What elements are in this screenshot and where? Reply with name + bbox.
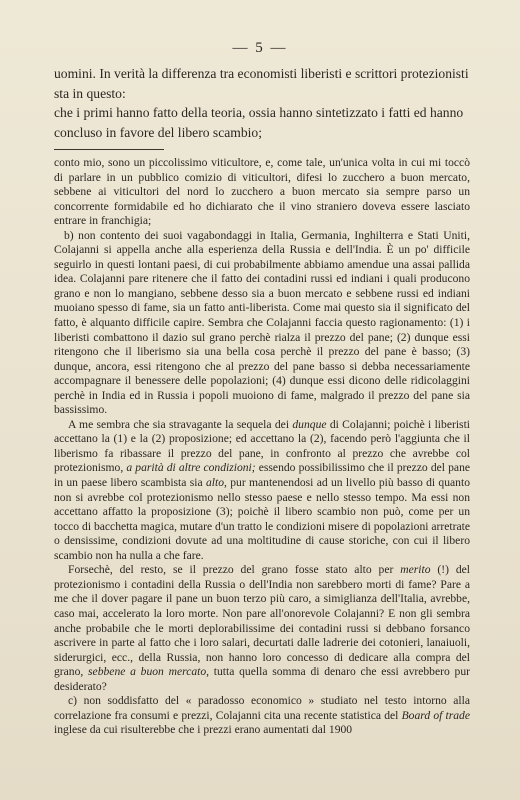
emphasis-text: a parità di altre condizioni; — [126, 461, 256, 475]
footnote-paragraph-1: conto mio, sono un piccolissimo viticultore, e, come tale, un'unica volta in cui mi toccò di parlare in un pubblico comizio di viticultori, difesi lo zucchero a buon mercato, sebbene ai viticultori del nord lo zucchero a buon mercato sia sempre parso un concorrente formidabile ed ho dichiarato che il vino straniero doveva essere lasciato entrare in franchigia; — [54, 156, 470, 228]
main-paragraph-2: che i primi hanno fatto della teoria, ossia hanno sintetizzato i fatti ed hanno concluso in favore del libero scambio; — [54, 105, 464, 140]
footnote-paragraph-3 — [54, 418, 470, 563]
footnote-separator — [54, 149, 164, 150]
text-run: (!) del protezionismo i contadini della Russia o dell'India non sarebbero morti di fame? Pare a me che il dover pagare il pane un buon terzo più caro, a simiglianza dell'Italia, avrebbe, caso mai, accelerato la loro morte. Non pare all'onorevole Colajanni? E non gli sembra anche probabile che le morti deplorabilissime dei contadini russi si debbano forsanco ascrivere in parte al fatto che i loro salari, decurtati dalle ladrerie dei cotonieri, lanaiuoli, siderurgici, ecc., della Russia, non hanno loro concesso di dedicare alla compra del grano, — [54, 563, 470, 679]
text-run: di Colajanni; poichè i liberisti accettano la (1) e la (2) proposizione; ed accettano la (2), facendo però l'aggiunta che il liberismo fa ribassare il prezzo del pane, in confronto al prezzo che avrebbe col protezionismo, — [54, 417, 471, 475]
main-paragraph-1: uomini. In verità la differenza tra economisti liberisti e scrittori protezionisti sta in questo: — [54, 66, 469, 101]
text-run: Forsechè, del resto, se il prezzo del grano fosse stato alto per — [68, 563, 401, 577]
footnote-paragraph-2: b) non contento dei suoi vagabondaggi in Italia, Germania, Inghilterra e Stati Uniti, Colajanni si appella anche alla esperienza della Russia e dell'India. È un po' difficile seguirlo in questi lontani paesi, di cui probabilmente abbiamo amendue una assai pallida idea. Colajanni pare ritenere che il fatto dei contadini russi ed indiani i quali producono grano e non lo mangiano, sebbene desso sia a buon mercato e sebbene russi ed indiani muoiano spesso di fame, sia un fatto anti-liberista. Come mai questo sia il significato del fatto, è alquanto difficile capire. Sembra che Colajanni faccia questo ragionamento: (1) i liberisti combattono il dazio sul grano perchè rialza il prezzo del pane; (2) dunque essi ritengono che il liberismo sia una bella cosa perchè il prezzo del pane è basso; (3) dunque, ancora, essi ritengono che al prezzo del pane basso si debba necessariamente accompagnare il benessere delle popolazioni; (4) dunque essi dicono delle ridicolaggini perchè in India ed in Russia i popoli muoiono di fame, malgrado il prezzo del pane sia bassissimo. — [54, 228, 470, 417]
main-text — [54, 64, 470, 142]
text-run: , tutta quella somma di denaro che essi avrebbero pur desiderato? — [54, 665, 470, 693]
text-run: essendo possibilissimo che il prezzo del pane in un paese libero scambista sia — [54, 461, 471, 490]
text-run: c) non soddisfatto del « paradosso economico » studiato nel testo intorno alla correlazione fra consumi e prezzi, Colajanni cita una recente statistica del — [54, 694, 470, 722]
emphasis-text: dunque — [292, 417, 327, 431]
footnote-block — [54, 156, 470, 738]
page-number: — 5 — — [232, 40, 288, 56]
text-run: inglese da cui risulterebbe che i prezzi erano aumentati dal 1900 — [54, 723, 353, 737]
emphasis-text: sebbene a buon mercato — [88, 665, 207, 679]
footnote-paragraph-4 — [54, 563, 470, 694]
emphasis-text: merito — [400, 563, 431, 577]
text-run: , pur mantenendosi ad un livello più basso di quanto non si avrebbe col protezionismo nello stesso paese e nello stesso tempo. Ma essi non accettano affatto la proposizione (3); poichè il libero scambio non può, come per un tocco di bacchetta magica, mutare d'un tratto le condizioni misere di popolazioni arretrate o densissime, condizioni dovute ad una moltitudine di cause storiche, con cui il libero scambio non ha nulla a che fare. — [54, 476, 470, 562]
footnote-paragraph-5 — [54, 694, 470, 738]
emphasis-text: Board of trade — [401, 708, 470, 722]
text-run: A me sembra che sia stravagante la sequela dei — [68, 417, 293, 431]
emphasis-text: alto — [205, 476, 224, 490]
